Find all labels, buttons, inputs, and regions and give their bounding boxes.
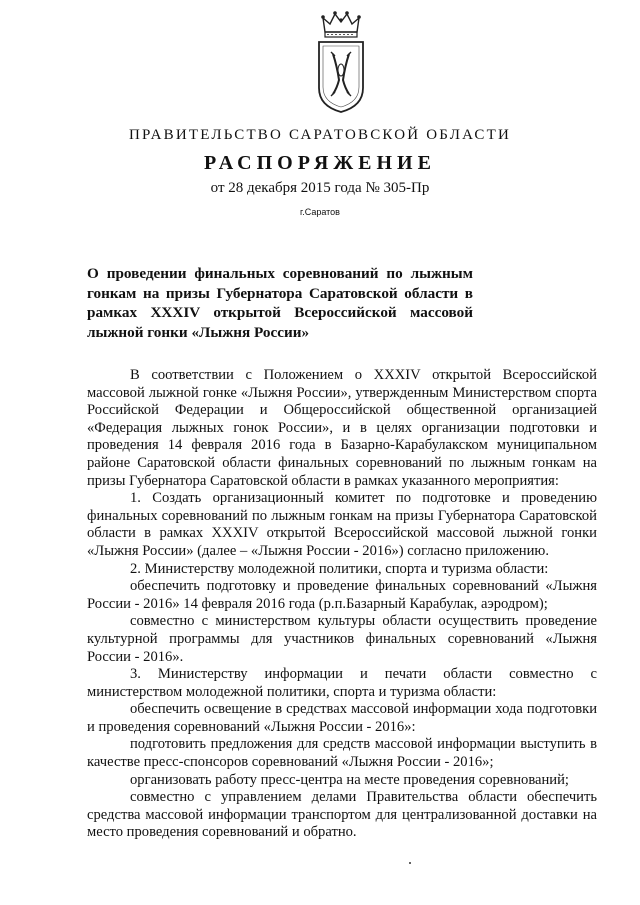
paragraph-item-1: 1. Создать организационный комитет по подготовке и проведению финальных соревнований по лыжным гонкам на призы Губернатора Саратовской области в рамках XXXIV открытой Всероссийской массовой лыжной гонки «Лыжня России» (далее – «Лыжня России - 2016») согласно приложению. xyxy=(87,490,597,559)
document-type-title: РАСПОРЯЖЕНИЕ xyxy=(204,152,436,174)
document-date-number: от 28 декабря 2015 года № 305-Пр xyxy=(210,180,430,196)
document-city: г.Саратов xyxy=(300,207,340,217)
paragraph-item-3-sub-1: обеспечить освещение в средствах массовой информации хода подготовки и проведения соревнований «Лыжня России - 2016»: xyxy=(87,701,597,735)
paragraph-preamble: В соответствии с Положением о XXXIV открытой Всероссийской массовой лыжной гонке «Лыжня России», утвержденным Министерством спорта Российской Федерации и Общероссийской общественной организацией «Федерация лыжных гонок России», и в целях организации подготовки и проведения 14 февраля 2016 года в Базарно-Карабулакском муниципальном районе Саратовской области финальных соревнований по лыжным гонкам на призы Губернатора Саратовской области в рамках указанного мероприятия: xyxy=(87,367,597,489)
paragraph-item-3-sub-4: совместно с управлением делами Правительства области обеспечить средства массовой информации транспортом для централизованной доставки на место проведения соревнований и обратно. xyxy=(87,789,597,841)
paragraph-item-2-sub-2: совместно с министерством культуры области осуществить проведение культурной программы для участников финальных соревнований «Лыжня России - 2016». xyxy=(87,613,597,665)
paragraph-item-2-sub-1: обеспечить подготовку и проведение финальных соревнований «Лыжня России - 2016» 14 февраля 2016 года (р.п.Базарный Карабулак, аэродром); xyxy=(87,578,597,612)
document-body xyxy=(87,367,597,842)
document-subject: О проведении финальных соревнований по лыжным гонкам на призы Губернатора Саратовской области в рамках XXXIV открытой Всероссийской массовой лыжной гонки «Лыжня России» xyxy=(87,265,473,341)
paragraph-item-3-sub-3: организовать работу пресс-центра на месте проведения соревнований; xyxy=(130,771,569,788)
government-name: ПРАВИТЕЛЬСТВО САРАТОВСКОЙ ОБЛАСТИ xyxy=(128,127,512,143)
paragraph-item-3-sub-2: подготовить предложения для средств массовой информации выступить в качестве пресс-спонсоров соревнований «Лыжня России - 2016»; xyxy=(87,736,597,771)
page-mark xyxy=(409,862,411,864)
coat-of-arms-emblem xyxy=(313,6,369,116)
paragraph-item-2: 2. Министерству молодежной политики, спорта и туризма области: xyxy=(130,560,549,577)
paragraph-item-3: 3. Министерству информации и печати области совместно с министерством молодежной политики, спорта и туризма области: xyxy=(87,666,597,700)
